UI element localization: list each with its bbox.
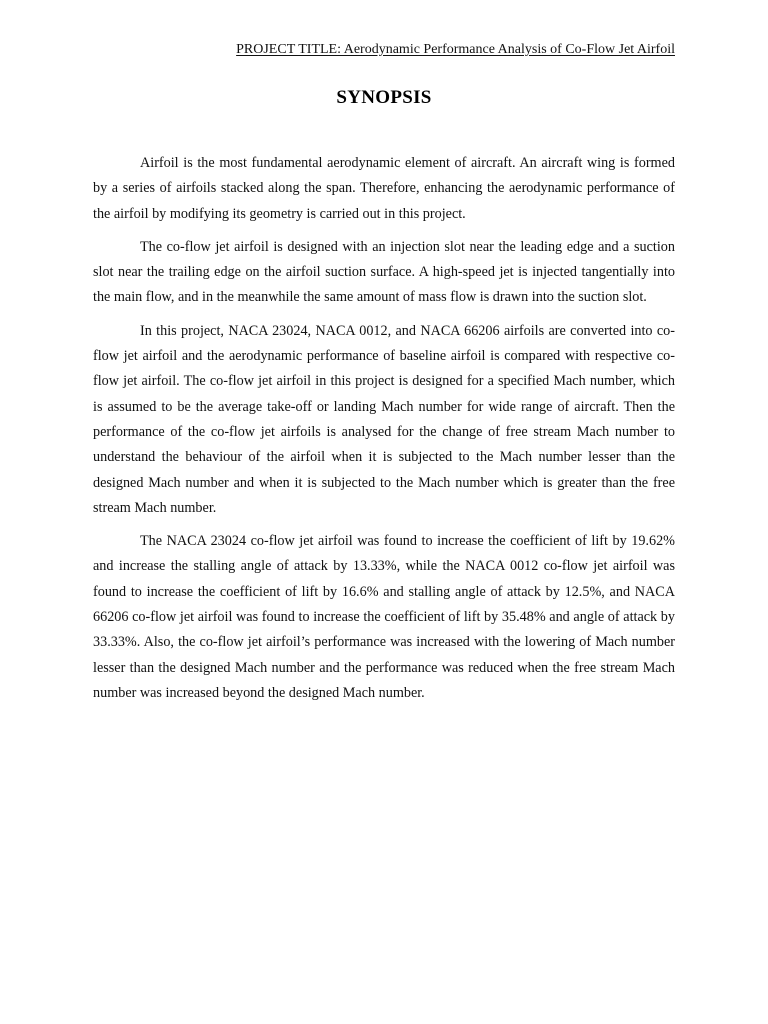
synopsis-body xyxy=(93,151,675,714)
running-header: PROJECT TITLE: Aerodynamic Performance Analysis of Co-Flow Jet Airfoil xyxy=(236,42,675,57)
page-title: SYNOPSIS xyxy=(336,87,432,108)
paragraph-co-flow-jet-design: The co-flow jet airfoil is designed with an injection slot near the leading edge and a suction slot near the trailing edge on the airfoil suction surface. A high-speed jet is injected tangentially into the main flow, and in the meanwhile the same amount of mass flow is drawn into the suction slot. xyxy=(93,238,675,306)
paragraph-airfoil-intro: Airfoil is the most fundamental aerodynamic element of aircraft. An aircraft wing is formed by a series of airfoils stacked along the span. Therefore, enhancing the aerodynamic performance of the airfoil by modifying its geometry is carried out in this project. xyxy=(93,155,675,222)
paragraph-project-scope: In this project, NACA 23024, NACA 0012, and NACA 66206 airfoils are converted into co-flow jet airfoil and the aerodynamic performance of baseline airfoil is compared with respective co-flow jet airfoil. The co-flow jet airfoil in this project is designed for a specified Mach number, which is assumed to be the average take-off or landing Mach number for wide range of aircraft. Then the performance of the co-flow jet airfoils is analysed for the change of free stream Mach number to understand the behaviour of the airfoil when it is subjected to the Mach number lesser than the designed Mach number and when it is subjected to the Mach number which is greater than the free stream Mach number. xyxy=(93,322,675,516)
paragraph-results: The NACA 23024 co-flow jet airfoil was found to increase the coefficient of lift by 19.62% and increase the stalling angle of attack by 13.33%, while the NACA 0012 co-flow jet airfoil was found to increase the coefficient of lift by 16.6% and stalling angle of attack by 12.5%, and NACA 66206 co-flow jet airfoil was found to increase the coefficient of lift by 35.48% and angle of attack by 33.33%. Also, the co-flow jet airfoil’s performance was increased with the lowering of Mach number lesser than the designed Mach number and the performance was reduced when the free stream Mach number was increased beyond the designed Mach number. xyxy=(93,533,675,701)
